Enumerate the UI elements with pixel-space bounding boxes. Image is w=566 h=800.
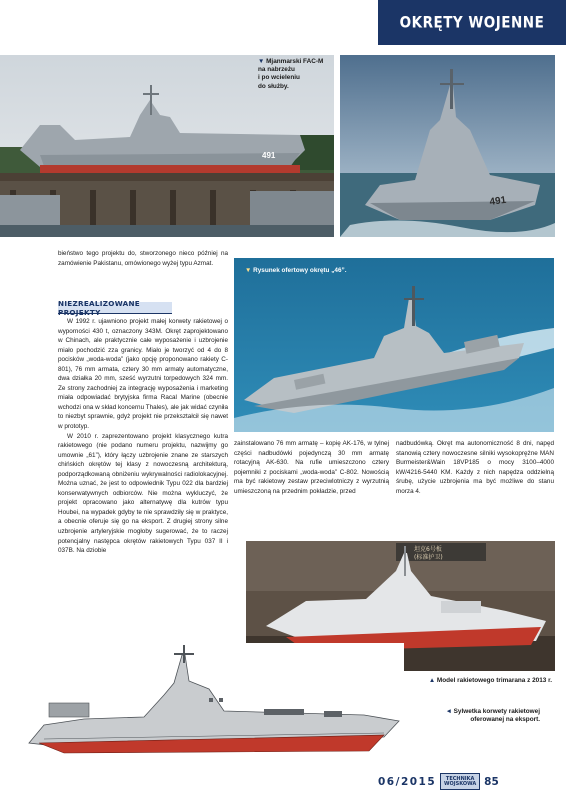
page-number: 85 [484,775,499,788]
photo-ship-sea [340,55,555,237]
article-paragraph: bieństwo tego projektu do, stworzonego nieco później na zamówienie Pakistanu, omówionego wyżej typu Azmat. [58,250,228,267]
caption-fac-m-line: Mjanmarski FAC-M [266,58,324,65]
model-placard-line1: 坦克6号板 [414,546,442,553]
hull-number-left: 491 [262,151,276,160]
article-paragraph: W 2010 r. zaprezentowano projekt klasycznego kutra rakietowego (nie podano numeru projektu, nazwijmy go umownie „61”), który łączy uzbrojenie znane ze starszych chińskich okrętów tej klasy z nowoczesną architekturą, podporządkowaną obniżeniu wykrywalności radiolokacyjnej. Można uznać, że jest to odpowiednik Typu 022 dla bardziej konserwatywnych odbiorców. Nie można wykluczyć, że projekt opracowano jako alternatywę dla kutrów typu Houbei, na wypadek gdyby te nie sprawdziły się w praktyce, a obecnie oferuje się go na eksport. Z drugiej strony silne uzbrojenie artyleryjskie mogłoby sugerować, że to raczej potencjalny następca okrętów rakietowych Typu 037 II i 037B. Na dziobie [58,432,228,555]
caption-fac-m-line: i po wcieleniu [258,74,300,82]
caption-silhouette-line: oferowanej na eksport. [470,716,540,724]
section-heading [58,298,172,317]
drawing-ship-46 [234,258,554,432]
caption-trimaran-text: Model rakietowego trimarana z 2013 r. [436,677,552,684]
caption-drawing-46: ▼ Rysunek ofertowy okrętu „46”. [245,267,347,274]
caption-silhouette: ◄ Sylwetka korwety rakietowej oferowanej na eksport. [420,708,540,724]
section-tab [378,0,566,45]
caption-trimaran: ▲ Model rakietowego trimarana z 2013 r. [428,677,552,684]
caption-fac-m-line: na nabrzeżu [258,66,295,74]
issue-number: 06/2015 [378,775,437,788]
article-paragraph: W 1992 r. ujawniono projekt małej korwety rakietowej o wyporności 430 t, oznaczony 343M. Okręt zaprojektowano w Chinach, ale praktycznie całe wyposażenie i uzbrojenie miało pochodzić zza granicy. Miało je tworzyć od 4 do 8 pocisków „woda-woda” (jako opcję proponowano rakiety C-801), 76 mm armata, cztery 30 mm armaty automatyczne, dwa działka 20 mm, sześć wyrzutni torpedowych 324 mm. Ze strony zachodniej za integrację wyposażenia i marketing miała odpowiadać brytyjska firma Racal Marine (obecnie wchodzi ona w skład koncernu Thales), ale jak widać czyniła to niezbyt sprawnie, gdyż projekt nie przekształcił się nawet w prototyp. [58,318,228,431]
hull-number-right: 491 [488,194,507,208]
magazine-logo: TECHNIKA WOJSKOWA [440,773,480,790]
model-placard-line2: (标准护卫) [414,554,443,561]
section-title: OKRĘTY WOJENNE [399,13,545,32]
article-intro [58,249,228,268]
article-column-2 [234,439,389,496]
drawing-corvette-silhouette [24,643,404,763]
page-footer [378,772,522,791]
article-paragraph: nadbudówką. Okręt ma autonomiczność 8 dni, napęd stanowią cztery nowoczesne silniki wysokoprężne MAN Burmeister&Wain 18VP185 o mocy 3100–4000 kW/4216-5440 KM. Każdy z nich napędza oddzielną śrubę, użycie uzbrojenia ma być możliwe do stanu morza 4. [396,440,554,495]
article-paragraph: zainstalowano 76 mm armatę – kopię AK-176, w tylnej części nadbudówki pojedynczą 30 mm armatę rotacyjną AK-630. Na rufie umieszczono cztery pojemniki z pociskami „woda-woda” C-802. Nowością ma być rakietowy zestaw przeciwlotniczy z wyrzutnią umieszczoną na przednim pokładzie, przed [234,440,389,495]
caption-silhouette-line: Sylwetka korwety rakietowej [453,708,540,715]
caption-fac-m: ▼ Mjanmarski FAC-M na nabrzeżu i po wcieleniu do służby. [258,58,330,91]
caption-drawing-46-text: Rysunek ofertowy okrętu „46”. [253,267,347,274]
article-column-1 [58,317,228,556]
caption-fac-m-line: do służby. [258,82,289,90]
article-column-3 [396,439,554,496]
section-heading-text: NIEZREALIZOWANE PROJEKTY [58,298,140,317]
